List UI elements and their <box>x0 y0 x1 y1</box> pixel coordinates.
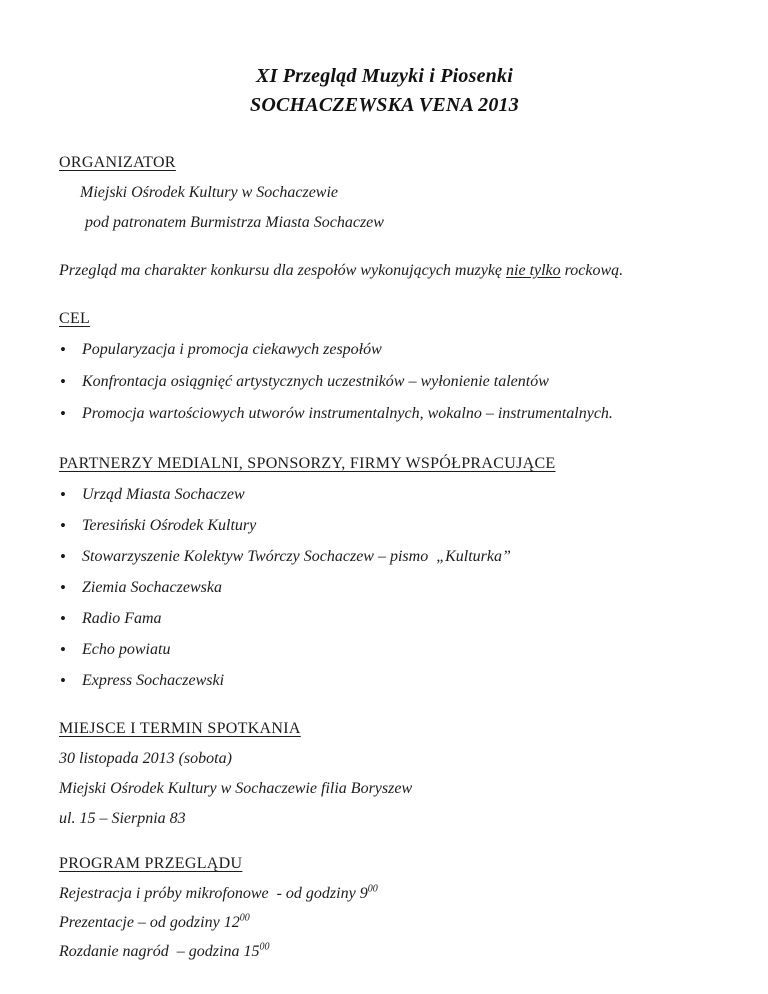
venue-line: Miejski Ośrodek Kultury w Sochaczewie filia Boryszew <box>59 780 413 797</box>
program-line <box>59 908 710 937</box>
organizer-line: Miejski Ośrodek Kultury w Sochaczewie <box>80 184 339 201</box>
document-title-line2: SOCHACZEWSKA VENA 2013 <box>250 94 519 116</box>
venue-line: 30 listopada 2013 (sobota) <box>59 750 232 767</box>
venue-line: ul. 15 – Sierpnia 83 <box>59 810 186 827</box>
list-item: • Konfrontacja osiągnięć artystycznych uczestników – wyłonienie talentów <box>59 366 710 398</box>
program-line <box>59 937 710 966</box>
intro-text-before: Przegląd ma charakter konkursu dla zespołów wykonujących muzykę <box>59 262 507 279</box>
section-organizer <box>59 148 710 238</box>
program-line-text: Rejestracja i próby mikrofonowe - od godziny 9 <box>59 885 368 902</box>
intro-paragraph <box>59 256 710 286</box>
program-line-text: Rozdanie nagród – godzina 15 <box>59 943 260 960</box>
section-program <box>59 849 710 966</box>
program-heading: PROGRAM PRZEGLĄDU <box>59 855 243 872</box>
program-line-superscript: 00 <box>367 883 378 895</box>
document-title <box>59 62 710 120</box>
program-line-superscript: 00 <box>239 912 250 924</box>
list-item: • Teresiński Ośrodek Kultury <box>59 510 710 541</box>
document-title-line1: XI Przegląd Muzyki i Piosenki <box>256 65 513 87</box>
section-venue <box>59 714 710 834</box>
list-item: • Stowarzyszenie Kolektyw Twórczy Sochaczew – pismo „Kulturka” <box>59 541 710 572</box>
list-item: • Urząd Miasta Sochaczew <box>59 479 710 510</box>
venue-heading: MIEJSCE I TERMIN SPOTKANIA <box>59 720 301 737</box>
list-item: • Echo powiatu <box>59 634 710 665</box>
list-item: • Popularyzacja i promocja ciekawych zespołów <box>59 334 710 366</box>
goal-heading: CEL <box>59 310 91 327</box>
list-item: • Radio Fama <box>59 603 710 634</box>
section-goal <box>59 304 710 430</box>
list-item: • Ziemia Sochaczewska <box>59 572 710 603</box>
intro-text-after: rockową. <box>560 262 624 279</box>
section-partners <box>59 449 710 696</box>
partners-heading: PARTNERZY MEDIALNI, SPONSORZY, FIRMY WSPÓŁPRACUJĄCE <box>59 455 556 472</box>
intro-text-underlined: nie tylko <box>506 262 561 279</box>
partners-list <box>59 479 710 696</box>
list-item: • Express Sochaczewski <box>59 665 710 696</box>
organizer-heading: ORGANIZATOR <box>59 154 176 171</box>
list-item: • Promocja wartościowych utworów instrumentalnych, wokalno – instrumentalnych. <box>59 398 710 430</box>
program-line-superscript: 00 <box>259 941 270 953</box>
program-line-text: Prezentacje – od godziny 12 <box>59 914 240 931</box>
goal-list <box>59 334 710 430</box>
organizer-line: pod patronatem Burmistrza Miasta Sochaczew <box>85 214 384 231</box>
program-line <box>59 879 710 908</box>
